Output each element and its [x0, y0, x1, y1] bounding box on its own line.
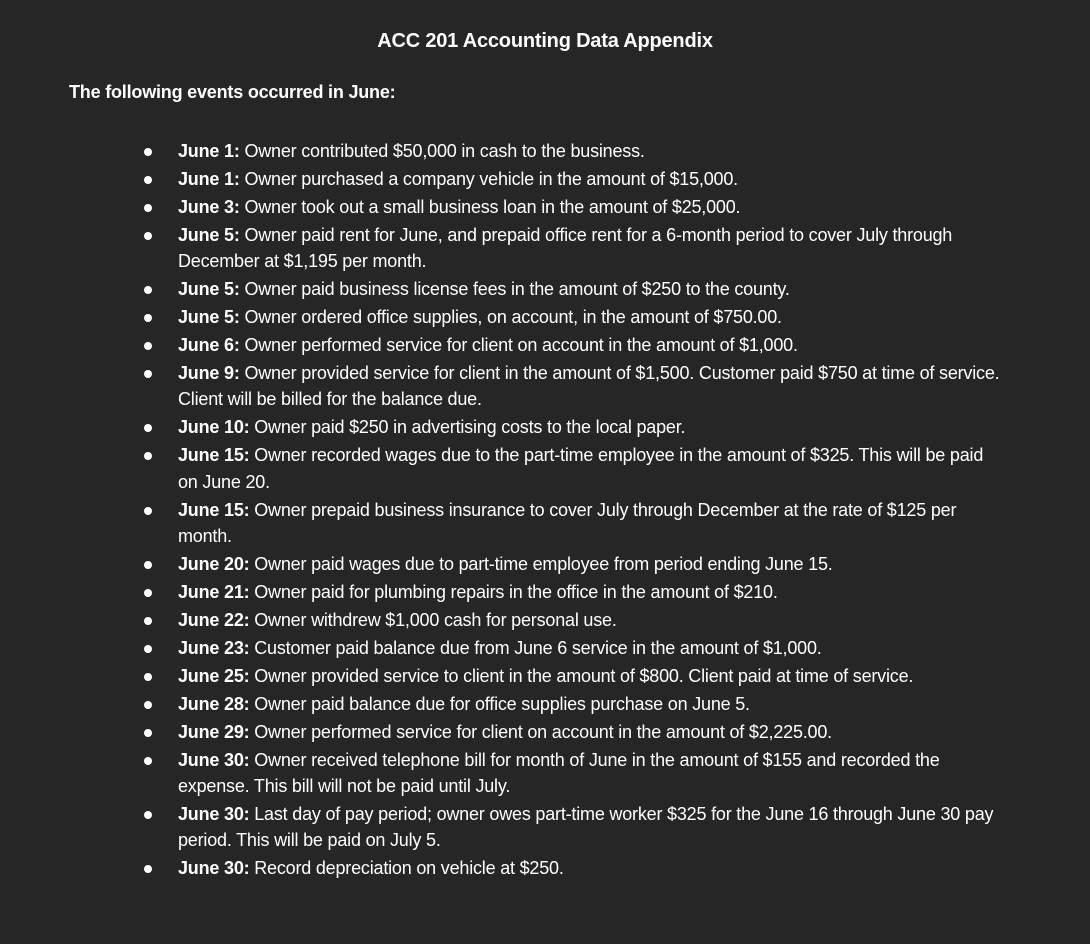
event-date: June 1:: [178, 169, 240, 189]
event-date: June 5:: [178, 279, 240, 300]
bullet-icon: [144, 701, 152, 709]
event-date: June 25:: [178, 665, 250, 686]
event-text: Owner paid balance due for office supplies purchase on June 5.: [254, 693, 750, 714]
event-text: Owner provided service to client in the amount of $800. Client paid at time of service.: [254, 665, 914, 686]
bullet-icon: [144, 148, 152, 156]
list-item: [0, 579, 1090, 605]
event-text: Owner purchased a company vehicle in the amount of $15,000.: [244, 169, 738, 189]
bullet-icon: [144, 342, 152, 350]
event-text: Owner provided service for client in the amount of $1,500. Customer paid $750 at time of service. Client will be billed for the balance due.: [178, 363, 1000, 410]
event-date: June 15:: [178, 499, 250, 520]
event-text: Customer paid balance due from June 6 service in the amount of $1,000.: [254, 637, 822, 658]
bullet-icon: [144, 729, 152, 737]
event-list: [0, 138, 1090, 883]
bullet-icon: [144, 811, 152, 819]
event-text: Owner withdrew $1,000 cash for personal use.: [254, 609, 617, 630]
list-item: [0, 194, 1090, 220]
event-text: Owner ordered office supplies, on account, in the amount of $750.00.: [244, 307, 782, 328]
event-date: June 1:: [178, 141, 240, 161]
list-item: [0, 166, 1090, 192]
list-item: [0, 691, 1090, 717]
intro-heading: The following events occurred in June:: [69, 82, 396, 102]
bullet-icon: [144, 757, 152, 765]
event-date: June 30:: [178, 749, 250, 770]
bullet-icon: [144, 286, 152, 294]
list-item: [0, 332, 1090, 358]
event-date: June 6:: [178, 335, 240, 356]
event-text: Owner received telephone bill for month of June in the amount of $155 and recorded the expense. This bill will not be paid until July.: [178, 749, 940, 797]
event-date: June 30:: [178, 804, 250, 825]
event-date: June 30:: [178, 858, 250, 879]
event-date: June 28:: [178, 693, 250, 714]
bullet-icon: [144, 865, 152, 873]
event-text: Owner performed service for client on account in the amount of $2,225.00.: [254, 721, 832, 742]
list-item: [0, 719, 1090, 745]
bullet-icon: [144, 232, 152, 240]
list-item: [0, 497, 1090, 549]
event-date: June 15:: [178, 445, 250, 466]
event-text: Owner paid rent for June, and prepaid office rent for a 6-month period to cover July through December at $1,195 per month.: [178, 225, 953, 272]
list-item: [0, 442, 1090, 494]
event-date: June 3:: [178, 197, 240, 217]
event-text: Owner contributed $50,000 in cash to the business.: [244, 141, 645, 161]
bullet-icon: [144, 617, 152, 625]
event-date: June 29:: [178, 721, 250, 742]
event-text: Owner performed service for client on account in the amount of $1,000.: [244, 335, 798, 356]
list-item: [0, 222, 1090, 274]
bullet-icon: [144, 507, 152, 515]
bullet-icon: [144, 314, 152, 322]
event-text: Owner paid business license fees in the amount of $250 to the county.: [244, 279, 790, 300]
bullet-icon: [144, 370, 152, 378]
list-item: [0, 663, 1090, 689]
list-item: [0, 747, 1090, 799]
list-item: [0, 551, 1090, 577]
event-text: Record depreciation on vehicle at $250.: [254, 858, 564, 879]
event-text: Last day of pay period; owner owes part-time worker $325 for the June 16 through June 30 pay period. This will be paid on July 5.: [178, 804, 994, 851]
bullet-icon: [144, 561, 152, 569]
list-item: [0, 607, 1090, 633]
event-date: June 20:: [178, 553, 250, 574]
event-text: Owner paid wages due to part-time employee from period ending June 15.: [254, 553, 833, 574]
list-item: [0, 801, 1090, 853]
list-item: [0, 855, 1090, 881]
event-text: Owner recorded wages due to the part-time employee in the amount of $325. This will be paid on June 20.: [178, 445, 984, 492]
list-item: [0, 276, 1090, 302]
bullet-icon: [144, 673, 152, 681]
list-item: [0, 635, 1090, 661]
event-date: June 21:: [178, 581, 250, 602]
bullet-icon: [144, 204, 152, 212]
event-text: Owner paid $250 in advertising costs to the local paper.: [254, 417, 686, 438]
event-date: June 10:: [178, 417, 250, 438]
bullet-icon: [144, 452, 152, 460]
event-date: June 9:: [178, 363, 240, 384]
event-text: Owner prepaid business insurance to cover July through December at the rate of $125 per month.: [178, 499, 957, 546]
event-text: Owner took out a small business loan in the amount of $25,000.: [244, 197, 741, 217]
event-date: June 5:: [178, 225, 240, 245]
event-date: June 5:: [178, 307, 240, 328]
list-item: [0, 304, 1090, 330]
event-text: Owner paid for plumbing repairs in the office in the amount of $210.: [254, 581, 778, 602]
bullet-icon: [144, 176, 152, 184]
list-item: [0, 360, 1090, 412]
event-date: June 22:: [178, 609, 250, 630]
list-item: [0, 138, 1090, 164]
bullet-icon: [144, 645, 152, 653]
bullet-icon: [144, 589, 152, 597]
page-title: ACC 201 Accounting Data Appendix: [377, 30, 713, 52]
bullet-icon: [144, 424, 152, 432]
event-date: June 23:: [178, 637, 250, 658]
list-item: [0, 414, 1090, 440]
